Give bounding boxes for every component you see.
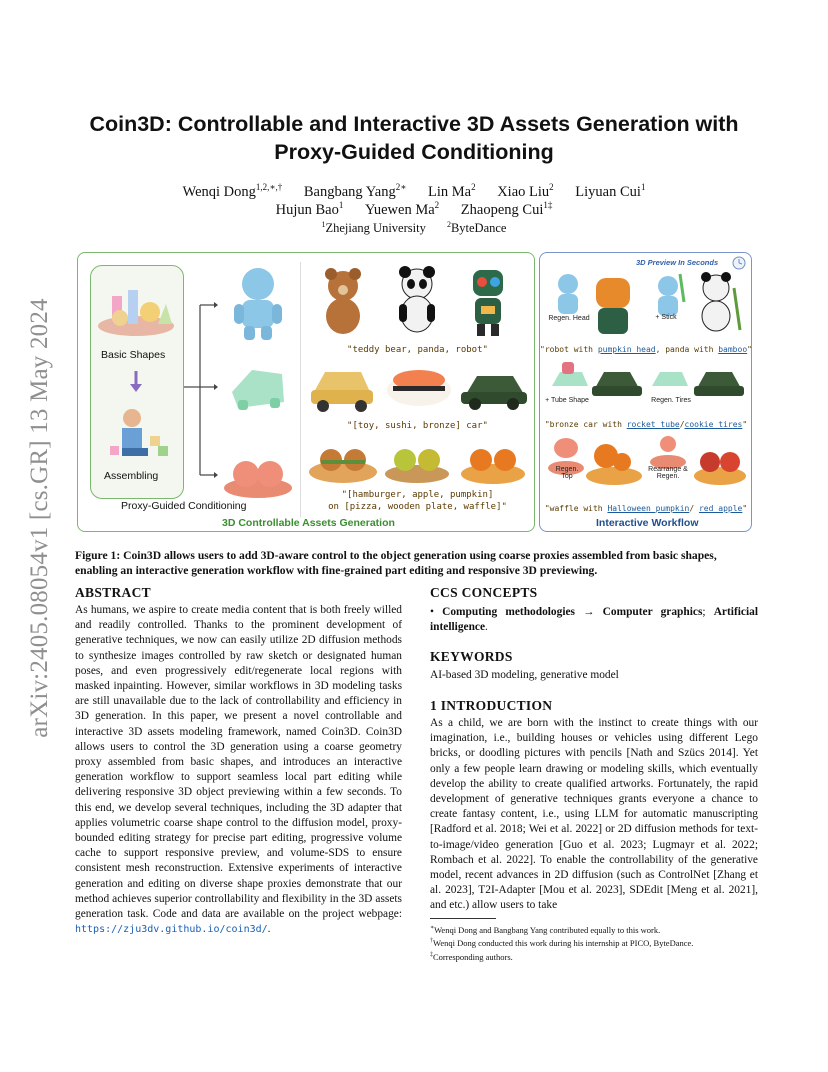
affiliation: $^2$ByteDance: [446, 220, 507, 236]
left-panel-caption: 3D Controllable Assets Generation: [222, 517, 395, 529]
quote-row-3b: on [pizza, wooden plate, waffle]": [328, 502, 507, 512]
author: Hujun Bao$^1$: [275, 200, 344, 218]
arxiv-side-stamp: [18, 275, 62, 760]
proxy-shapes: [218, 262, 298, 512]
label-regen-top: Regen. Top: [555, 466, 579, 480]
branch-arrows: [182, 275, 218, 500]
right-panel-caption: Interactive Workflow: [596, 517, 699, 529]
author: Bangbang Yang$^{2∗}$: [303, 182, 407, 200]
label-rearrange: Rearrange & Regen.: [648, 466, 688, 480]
assets-row-1: [305, 262, 530, 342]
proxy-guided-label: Proxy-Guided Conditioning: [121, 500, 247, 512]
project-url-link[interactable]: https://zju3dv.github.io/coin3d/: [75, 924, 268, 936]
right-quote-2: "bronze car with rocket tube/cookie tires": [544, 420, 748, 429]
title-line-1: Coin3D: Controllable and Interactive 3D Assets Generation with: [89, 112, 739, 136]
assets-row-2: [305, 356, 530, 416]
label-tube-shape: + Tube Shape: [545, 397, 589, 404]
figure-caption-label: Figure 1:: [75, 549, 121, 562]
interactive-row-3: [544, 432, 749, 490]
right-quote-3: "waffle with Halloween pumpkin/ red apple": [544, 504, 748, 513]
figure-divider: [300, 262, 301, 517]
quote-row-3a: "[hamburger, apple, pumpkin]: [341, 490, 494, 500]
author: Liyuan Cui$^1$: [575, 182, 646, 200]
footnote: †Wenqi Dong conducted this work during his internship at PICO, ByteDance.: [430, 938, 694, 949]
footnote: ∗Wenqi Dong and Bangbang Yang contributed equally to this work.: [430, 924, 661, 935]
proxy-illustration: [92, 268, 180, 494]
figure-caption: [75, 548, 759, 578]
abstract-heading: ABSTRACT: [75, 585, 151, 600]
label-stick: + Stick: [655, 314, 677, 321]
affiliation: $^1$Zhejiang University: [321, 220, 426, 236]
arxiv-id: arXiv:2405.08054v1 [cs.GR] 13 May 2024: [26, 297, 53, 738]
keywords-heading: KEYWORDS: [430, 649, 513, 664]
label-regen-tires: Regen. Tires: [651, 397, 691, 404]
introduction-body: As a child, we are born with the instinct to create things with our imagination, i.e., building houses or vehicles using different Lego bricks, or doodling pictures with pencils [Nath and Szücs 2014]. Yet only a few people learn drawing or modeling skills, which eventually develop the ability to create qualified artworks. Fortunately, the rapid development of generative techniques grants everyone a chance to create fantasy content, i.e., using LLM for automatic manuscripting [Radford et al. 2018; Wei et al. 2022] or 2D diffusion methods for text-to-image/video generation [Guo et al. 2023; Lugmayr et al. 2022; Rombach et al. 2022]. To enable the controllability of the generative model, recent advances in 2D diffusion (such as ControlNet [Zhang et al. 2023], T2I-Adapter [Mou et al. 2023], SDEdit [Meng et al. 2021], and etc.) allow users to take: [430, 717, 758, 912]
abstract-text: As humans, we aspire to create media content that is both freely willed and readily controlled. Thanks to the prominent development of generative techniques, we now can easily utilize 2D diffusion methods to synthesize images controlled by raw sketch or designated human poses, and even progressively edit/regenerate local regions with masked inpainting. However, similar workflows in 3D modeling tasks are still unavailable due to the lack of controllability and efficiency in 3D generation. In this paper, we present a novel controllable and interactive 3D assets modeling framework, named Coin3D. Coin3D allows users to control the 3D generation using a coarse geometry proxy assembled from basic shapes, and introduces an interactive generation workflow to support seamless local part editing while delivering responsive 3D object previewing within a few seconds. To this end, we develop several techniques, including the 3D adapter that applies volumetric coarse shape control to the diffusion model, proxy-bounded editing strategy for precise part editing, progressive volume cache to support responsive preview, and volume-SDS to ensure consistent mesh reconstruction. Extensive experiments of interactive generation and editing on diverse shape proxies demonstrate that our method achieves superior controllability and flexibility in the 3D assets generation task. Code and data are available on the project webpage:: [75, 604, 402, 921]
footnote-rule: [430, 918, 496, 919]
author: Yuewen Ma$^2$: [365, 200, 440, 218]
abstract-body: As humans, we aspire to create media content that is both freely willed and readily controlled. Thanks to the prominent development of generative techniques, we now can easily utilize 2D diffusion methods to synthesize images controlled by raw sketch or designated human poses, and even progressively edit/regenerate local regions with masked inpainting. However, similar workflows in 3D modeling tasks are still unavailable due to the lack of controllability and efficiency in 3D generation. In this paper, we present a novel controllable and interactive 3D assets modeling framework, named Coin3D. Coin3D allows users to control the 3D generation using a coarse geometry proxy assembled from basic shapes, and introduces an interactive generation workflow to support seamless local part editing while delivering responsive 3D object previewing within a few seconds. To this end, we develop several techniques, including the 3D adapter that applies volumetric coarse shape control to the diffusion model, proxy-bounded editing strategy for precise part editing, progressive volume cache to support responsive preview, and volume-SDS to ensure consistent mesh reconstruction. Extensive experiments of interactive generation and editing on diverse shape proxies demonstrate that our method achieves superior controllability and flexibility in the 3D assets generation task. Code and data are available on the project webpage: https://zju3dv.github.io/coin3d/.: [75, 604, 402, 936]
right-quote-1: "robot with pumpkin head, panda with bamboo": [540, 345, 752, 354]
assembling-label: Assembling: [104, 470, 159, 482]
footnotes: [430, 923, 760, 963]
label-regen-head: Regen. Head: [548, 315, 590, 322]
footnote: ‡Corresponding authors.: [430, 951, 513, 962]
figure-caption-text: Coin3D allows users to add 3D-aware control to the object generation using coarse proxies assembled from basic shapes, enabling an interactive generation workflow with fine-grained part editing and responsive 3D previewing.: [75, 549, 717, 577]
preview-badge: 3D Preview In Seconds: [636, 258, 719, 267]
author: Wenqi Dong$^{1,2,∗,\dagger}$: [182, 182, 283, 200]
author: Xiao Liu$^2$: [497, 182, 554, 200]
keywords-body: AI-based 3D modeling, generative model: [430, 669, 619, 681]
quote-row-1: "teddy bear, panda, robot": [347, 345, 488, 355]
affiliations: [90, 215, 738, 238]
author: Lin Ma$^2$: [427, 182, 476, 200]
assets-row-3: [305, 434, 530, 486]
interactive-row-1: [544, 268, 749, 338]
paper-title: [60, 110, 768, 166]
quote-row-2: "[toy, sushi, bronze] car": [347, 421, 488, 431]
introduction-heading: 1 INTRODUCTION: [430, 698, 553, 713]
ccs-heading: CCS CONCEPTS: [430, 585, 538, 600]
ccs-body: • Computing methodologies → Computer graphics; Artificial intelligence.: [430, 606, 758, 634]
author: Zhaopeng Cui$^{1\ddagger}$: [460, 200, 553, 218]
title-line-2: Proxy-Guided Conditioning: [274, 140, 554, 164]
interactive-row-2: [544, 358, 749, 400]
basic-shapes-label: Basic Shapes: [101, 349, 166, 361]
